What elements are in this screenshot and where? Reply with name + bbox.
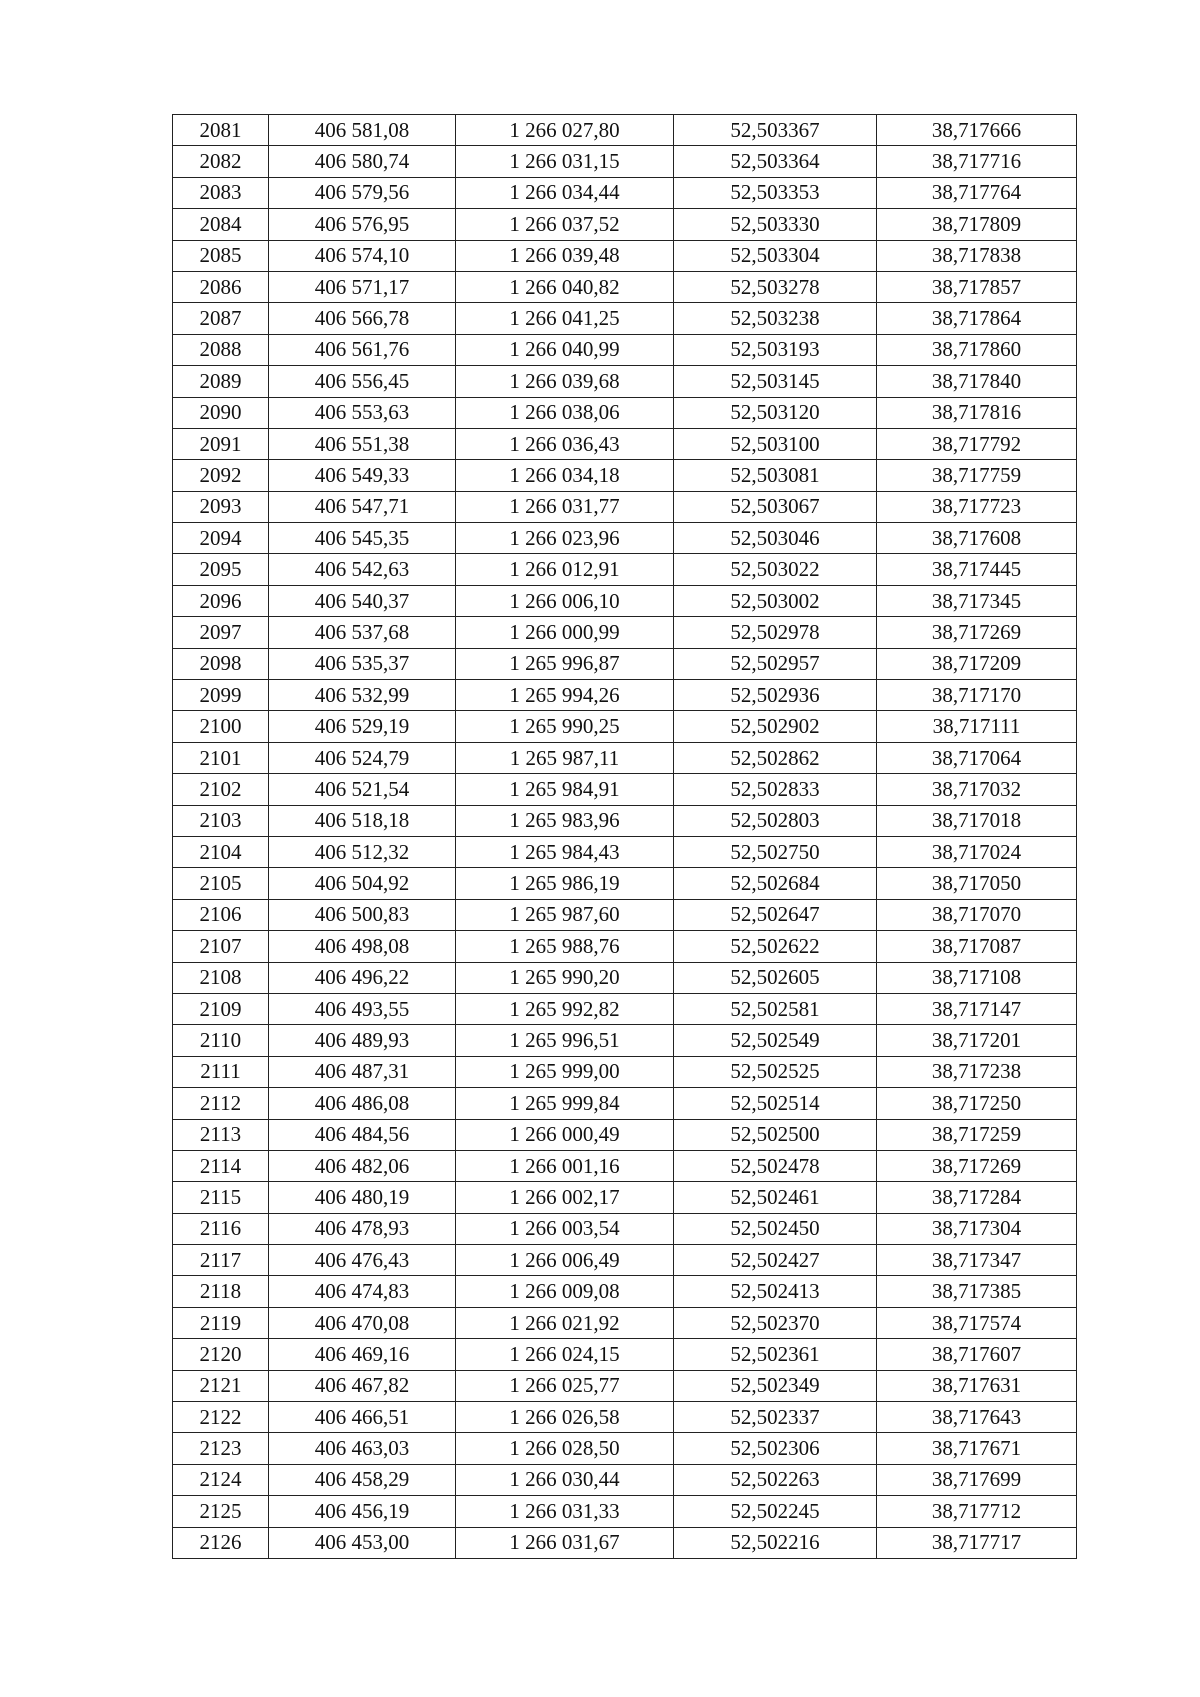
table-row	[173, 1213, 1077, 1244]
point-number-cell: 2091	[173, 428, 269, 459]
latitude-cell: 52,503330	[674, 209, 877, 240]
longitude-cell: 38,717108	[877, 962, 1077, 993]
y-coordinate-cell: 1 266 003,54	[456, 1213, 674, 1244]
y-coordinate-cell: 1 265 992,82	[456, 993, 674, 1024]
table-row	[173, 899, 1077, 930]
point-number-cell: 2113	[173, 1119, 269, 1150]
table-row	[173, 303, 1077, 334]
x-coordinate-cell: 406 542,63	[269, 554, 456, 585]
coordinates-table-body	[173, 115, 1077, 1559]
y-coordinate-cell: 1 266 025,77	[456, 1370, 674, 1401]
longitude-cell: 38,717608	[877, 523, 1077, 554]
x-coordinate-cell: 406 500,83	[269, 899, 456, 930]
latitude-cell: 52,502957	[674, 648, 877, 679]
table-row	[173, 554, 1077, 585]
point-number-cell: 2115	[173, 1182, 269, 1213]
y-coordinate-cell: 1 265 996,87	[456, 648, 674, 679]
y-coordinate-cell: 1 265 990,20	[456, 962, 674, 993]
table-row	[173, 428, 1077, 459]
point-number-cell: 2092	[173, 460, 269, 491]
latitude-cell: 52,503067	[674, 491, 877, 522]
longitude-cell: 38,717857	[877, 271, 1077, 302]
x-coordinate-cell: 406 474,83	[269, 1276, 456, 1307]
longitude-cell: 38,717111	[877, 711, 1077, 742]
y-coordinate-cell: 1 266 023,96	[456, 523, 674, 554]
y-coordinate-cell: 1 266 031,67	[456, 1527, 674, 1558]
x-coordinate-cell: 406 521,54	[269, 774, 456, 805]
latitude-cell: 52,502450	[674, 1213, 877, 1244]
table-row	[173, 271, 1077, 302]
table-row	[173, 1119, 1077, 1150]
x-coordinate-cell: 406 549,33	[269, 460, 456, 491]
y-coordinate-cell: 1 266 006,10	[456, 585, 674, 616]
x-coordinate-cell: 406 576,95	[269, 209, 456, 240]
longitude-cell: 38,717201	[877, 1025, 1077, 1056]
point-number-cell: 2086	[173, 271, 269, 302]
y-coordinate-cell: 1 265 984,43	[456, 836, 674, 867]
y-coordinate-cell: 1 266 027,80	[456, 115, 674, 146]
table-row	[173, 240, 1077, 271]
longitude-cell: 38,717385	[877, 1276, 1077, 1307]
longitude-cell: 38,717607	[877, 1339, 1077, 1370]
latitude-cell: 52,502427	[674, 1245, 877, 1276]
latitude-cell: 52,502750	[674, 836, 877, 867]
y-coordinate-cell: 1 265 999,84	[456, 1088, 674, 1119]
table-row	[173, 1056, 1077, 1087]
x-coordinate-cell: 406 566,78	[269, 303, 456, 334]
point-number-cell: 2117	[173, 1245, 269, 1276]
x-coordinate-cell: 406 551,38	[269, 428, 456, 459]
longitude-cell: 38,717087	[877, 931, 1077, 962]
y-coordinate-cell: 1 266 031,15	[456, 146, 674, 177]
y-coordinate-cell: 1 266 036,43	[456, 428, 674, 459]
longitude-cell: 38,717643	[877, 1402, 1077, 1433]
latitude-cell: 52,503046	[674, 523, 877, 554]
coordinates-table	[172, 114, 1077, 1559]
y-coordinate-cell: 1 266 039,68	[456, 366, 674, 397]
point-number-cell: 2097	[173, 617, 269, 648]
table-row	[173, 334, 1077, 365]
latitude-cell: 52,503193	[674, 334, 877, 365]
longitude-cell: 38,717445	[877, 554, 1077, 585]
y-coordinate-cell: 1 266 009,08	[456, 1276, 674, 1307]
point-number-cell: 2102	[173, 774, 269, 805]
point-number-cell: 2098	[173, 648, 269, 679]
latitude-cell: 52,503022	[674, 554, 877, 585]
latitude-cell: 52,502581	[674, 993, 877, 1024]
latitude-cell: 52,503367	[674, 115, 877, 146]
y-coordinate-cell: 1 266 026,58	[456, 1402, 674, 1433]
table-row	[173, 1370, 1077, 1401]
y-coordinate-cell: 1 265 994,26	[456, 680, 674, 711]
latitude-cell: 52,502514	[674, 1088, 877, 1119]
y-coordinate-cell: 1 266 024,15	[456, 1339, 674, 1370]
latitude-cell: 52,502337	[674, 1402, 877, 1433]
point-number-cell: 2101	[173, 742, 269, 773]
x-coordinate-cell: 406 547,71	[269, 491, 456, 522]
y-coordinate-cell: 1 266 002,17	[456, 1182, 674, 1213]
latitude-cell: 52,502803	[674, 805, 877, 836]
y-coordinate-cell: 1 266 000,49	[456, 1119, 674, 1150]
longitude-cell: 38,717070	[877, 899, 1077, 930]
latitude-cell: 52,502833	[674, 774, 877, 805]
point-number-cell: 2120	[173, 1339, 269, 1370]
x-coordinate-cell: 406 537,68	[269, 617, 456, 648]
x-coordinate-cell: 406 470,08	[269, 1307, 456, 1338]
x-coordinate-cell: 406 463,03	[269, 1433, 456, 1464]
table-row	[173, 711, 1077, 742]
x-coordinate-cell: 406 498,08	[269, 931, 456, 962]
x-coordinate-cell: 406 478,93	[269, 1213, 456, 1244]
y-coordinate-cell: 1 266 021,92	[456, 1307, 674, 1338]
latitude-cell: 52,502461	[674, 1182, 877, 1213]
point-number-cell: 2107	[173, 931, 269, 962]
longitude-cell: 38,717671	[877, 1433, 1077, 1464]
table-row	[173, 680, 1077, 711]
latitude-cell: 52,502605	[674, 962, 877, 993]
longitude-cell: 38,717759	[877, 460, 1077, 491]
longitude-cell: 38,717284	[877, 1182, 1077, 1213]
point-number-cell: 2124	[173, 1464, 269, 1495]
latitude-cell: 52,502361	[674, 1339, 877, 1370]
table-row	[173, 931, 1077, 962]
y-coordinate-cell: 1 266 012,91	[456, 554, 674, 585]
point-number-cell: 2126	[173, 1527, 269, 1558]
table-row	[173, 1464, 1077, 1495]
y-coordinate-cell: 1 266 000,99	[456, 617, 674, 648]
latitude-cell: 52,502370	[674, 1307, 877, 1338]
x-coordinate-cell: 406 518,18	[269, 805, 456, 836]
table-row	[173, 836, 1077, 867]
x-coordinate-cell: 406 545,35	[269, 523, 456, 554]
latitude-cell: 52,503304	[674, 240, 877, 271]
table-row	[173, 617, 1077, 648]
latitude-cell: 52,502525	[674, 1056, 877, 1087]
latitude-cell: 52,502413	[674, 1276, 877, 1307]
x-coordinate-cell: 406 489,93	[269, 1025, 456, 1056]
longitude-cell: 38,717840	[877, 366, 1077, 397]
x-coordinate-cell: 406 574,10	[269, 240, 456, 271]
y-coordinate-cell: 1 266 001,16	[456, 1150, 674, 1181]
table-row	[173, 648, 1077, 679]
table-row	[173, 1527, 1077, 1558]
longitude-cell: 38,717860	[877, 334, 1077, 365]
x-coordinate-cell: 406 476,43	[269, 1245, 456, 1276]
x-coordinate-cell: 406 484,56	[269, 1119, 456, 1150]
x-coordinate-cell: 406 535,37	[269, 648, 456, 679]
longitude-cell: 38,717345	[877, 585, 1077, 616]
y-coordinate-cell: 1 265 983,96	[456, 805, 674, 836]
table-row	[173, 962, 1077, 993]
x-coordinate-cell: 406 579,56	[269, 177, 456, 208]
longitude-cell: 38,717238	[877, 1056, 1077, 1087]
table-row	[173, 1150, 1077, 1181]
longitude-cell: 38,717347	[877, 1245, 1077, 1276]
x-coordinate-cell: 406 467,82	[269, 1370, 456, 1401]
y-coordinate-cell: 1 266 006,49	[456, 1245, 674, 1276]
point-number-cell: 2081	[173, 115, 269, 146]
point-number-cell: 2089	[173, 366, 269, 397]
longitude-cell: 38,717809	[877, 209, 1077, 240]
point-number-cell: 2108	[173, 962, 269, 993]
table-row	[173, 585, 1077, 616]
longitude-cell: 38,717064	[877, 742, 1077, 773]
y-coordinate-cell: 1 265 988,76	[456, 931, 674, 962]
point-number-cell: 2121	[173, 1370, 269, 1401]
y-coordinate-cell: 1 266 031,77	[456, 491, 674, 522]
longitude-cell: 38,717838	[877, 240, 1077, 271]
table-row	[173, 868, 1077, 899]
x-coordinate-cell: 406 512,32	[269, 836, 456, 867]
longitude-cell: 38,717024	[877, 836, 1077, 867]
x-coordinate-cell: 406 496,22	[269, 962, 456, 993]
latitude-cell: 52,503100	[674, 428, 877, 459]
latitude-cell: 52,503364	[674, 146, 877, 177]
point-number-cell: 2114	[173, 1150, 269, 1181]
table-row	[173, 177, 1077, 208]
point-number-cell: 2099	[173, 680, 269, 711]
point-number-cell: 2087	[173, 303, 269, 334]
latitude-cell: 52,502216	[674, 1527, 877, 1558]
latitude-cell: 52,503002	[674, 585, 877, 616]
table-row	[173, 1339, 1077, 1370]
y-coordinate-cell: 1 266 039,48	[456, 240, 674, 271]
longitude-cell: 38,717666	[877, 115, 1077, 146]
x-coordinate-cell: 406 486,08	[269, 1088, 456, 1119]
table-row	[173, 1088, 1077, 1119]
table-row	[173, 115, 1077, 146]
table-row	[173, 1182, 1077, 1213]
latitude-cell: 52,502549	[674, 1025, 877, 1056]
longitude-cell: 38,717864	[877, 303, 1077, 334]
longitude-cell: 38,717269	[877, 1150, 1077, 1181]
x-coordinate-cell: 406 504,92	[269, 868, 456, 899]
point-number-cell: 2090	[173, 397, 269, 428]
y-coordinate-cell: 1 266 041,25	[456, 303, 674, 334]
table-row	[173, 366, 1077, 397]
y-coordinate-cell: 1 265 987,60	[456, 899, 674, 930]
longitude-cell: 38,717259	[877, 1119, 1077, 1150]
y-coordinate-cell: 1 266 040,82	[456, 271, 674, 302]
y-coordinate-cell: 1 266 038,06	[456, 397, 674, 428]
x-coordinate-cell: 406 487,31	[269, 1056, 456, 1087]
x-coordinate-cell: 406 482,06	[269, 1150, 456, 1181]
point-number-cell: 2110	[173, 1025, 269, 1056]
longitude-cell: 38,717304	[877, 1213, 1077, 1244]
y-coordinate-cell: 1 266 030,44	[456, 1464, 674, 1495]
table-row	[173, 993, 1077, 1024]
y-coordinate-cell: 1 265 984,91	[456, 774, 674, 805]
point-number-cell: 2109	[173, 993, 269, 1024]
longitude-cell: 38,717032	[877, 774, 1077, 805]
longitude-cell: 38,717050	[877, 868, 1077, 899]
y-coordinate-cell: 1 265 990,25	[456, 711, 674, 742]
longitude-cell: 38,717712	[877, 1496, 1077, 1527]
point-number-cell: 2105	[173, 868, 269, 899]
point-number-cell: 2116	[173, 1213, 269, 1244]
y-coordinate-cell: 1 266 031,33	[456, 1496, 674, 1527]
x-coordinate-cell: 406 581,08	[269, 115, 456, 146]
point-number-cell: 2104	[173, 836, 269, 867]
y-coordinate-cell: 1 265 999,00	[456, 1056, 674, 1087]
table-row	[173, 742, 1077, 773]
longitude-cell: 38,717816	[877, 397, 1077, 428]
latitude-cell: 52,503081	[674, 460, 877, 491]
latitude-cell: 52,502500	[674, 1119, 877, 1150]
table-row	[173, 1307, 1077, 1338]
y-coordinate-cell: 1 266 037,52	[456, 209, 674, 240]
point-number-cell: 2118	[173, 1276, 269, 1307]
point-number-cell: 2122	[173, 1402, 269, 1433]
point-number-cell: 2112	[173, 1088, 269, 1119]
x-coordinate-cell: 406 529,19	[269, 711, 456, 742]
y-coordinate-cell: 1 265 986,19	[456, 868, 674, 899]
point-number-cell: 2083	[173, 177, 269, 208]
point-number-cell: 2085	[173, 240, 269, 271]
longitude-cell: 38,717764	[877, 177, 1077, 208]
point-number-cell: 2125	[173, 1496, 269, 1527]
longitude-cell: 38,717147	[877, 993, 1077, 1024]
point-number-cell: 2123	[173, 1433, 269, 1464]
longitude-cell: 38,717792	[877, 428, 1077, 459]
table-row	[173, 209, 1077, 240]
longitude-cell: 38,717018	[877, 805, 1077, 836]
table-row	[173, 1402, 1077, 1433]
table-row	[173, 1245, 1077, 1276]
x-coordinate-cell: 406 456,19	[269, 1496, 456, 1527]
latitude-cell: 52,502622	[674, 931, 877, 962]
x-coordinate-cell: 406 493,55	[269, 993, 456, 1024]
table-row	[173, 1433, 1077, 1464]
longitude-cell: 38,717170	[877, 680, 1077, 711]
x-coordinate-cell: 406 453,00	[269, 1527, 456, 1558]
point-number-cell: 2100	[173, 711, 269, 742]
point-number-cell: 2106	[173, 899, 269, 930]
latitude-cell: 52,502978	[674, 617, 877, 648]
table-row	[173, 774, 1077, 805]
x-coordinate-cell: 406 556,45	[269, 366, 456, 397]
table-row	[173, 491, 1077, 522]
table-row	[173, 805, 1077, 836]
point-number-cell: 2088	[173, 334, 269, 365]
x-coordinate-cell: 406 580,74	[269, 146, 456, 177]
x-coordinate-cell: 406 540,37	[269, 585, 456, 616]
longitude-cell: 38,717574	[877, 1307, 1077, 1338]
x-coordinate-cell: 406 480,19	[269, 1182, 456, 1213]
y-coordinate-cell: 1 266 034,18	[456, 460, 674, 491]
x-coordinate-cell: 406 561,76	[269, 334, 456, 365]
y-coordinate-cell: 1 266 028,50	[456, 1433, 674, 1464]
x-coordinate-cell: 406 466,51	[269, 1402, 456, 1433]
x-coordinate-cell: 406 458,29	[269, 1464, 456, 1495]
longitude-cell: 38,717209	[877, 648, 1077, 679]
latitude-cell: 52,502306	[674, 1433, 877, 1464]
latitude-cell: 52,502862	[674, 742, 877, 773]
point-number-cell: 2096	[173, 585, 269, 616]
longitude-cell: 38,717269	[877, 617, 1077, 648]
table-row	[173, 1276, 1077, 1307]
point-number-cell: 2111	[173, 1056, 269, 1087]
y-coordinate-cell: 1 266 034,44	[456, 177, 674, 208]
point-number-cell: 2082	[173, 146, 269, 177]
y-coordinate-cell: 1 266 040,99	[456, 334, 674, 365]
y-coordinate-cell: 1 265 996,51	[456, 1025, 674, 1056]
point-number-cell: 2095	[173, 554, 269, 585]
latitude-cell: 52,503353	[674, 177, 877, 208]
x-coordinate-cell: 406 469,16	[269, 1339, 456, 1370]
table-row	[173, 460, 1077, 491]
latitude-cell: 52,503278	[674, 271, 877, 302]
longitude-cell: 38,717699	[877, 1464, 1077, 1495]
point-number-cell: 2103	[173, 805, 269, 836]
latitude-cell: 52,502245	[674, 1496, 877, 1527]
latitude-cell: 52,502684	[674, 868, 877, 899]
y-coordinate-cell: 1 265 987,11	[456, 742, 674, 773]
x-coordinate-cell: 406 553,63	[269, 397, 456, 428]
latitude-cell: 52,503120	[674, 397, 877, 428]
x-coordinate-cell: 406 571,17	[269, 271, 456, 302]
longitude-cell: 38,717717	[877, 1527, 1077, 1558]
latitude-cell: 52,502647	[674, 899, 877, 930]
longitude-cell: 38,717631	[877, 1370, 1077, 1401]
latitude-cell: 52,503238	[674, 303, 877, 334]
latitude-cell: 52,502902	[674, 711, 877, 742]
latitude-cell: 52,503145	[674, 366, 877, 397]
point-number-cell: 2093	[173, 491, 269, 522]
table-row	[173, 523, 1077, 554]
longitude-cell: 38,717250	[877, 1088, 1077, 1119]
x-coordinate-cell: 406 532,99	[269, 680, 456, 711]
latitude-cell: 52,502349	[674, 1370, 877, 1401]
latitude-cell: 52,502936	[674, 680, 877, 711]
table-row	[173, 397, 1077, 428]
table-row	[173, 146, 1077, 177]
point-number-cell: 2094	[173, 523, 269, 554]
x-coordinate-cell: 406 524,79	[269, 742, 456, 773]
point-number-cell: 2084	[173, 209, 269, 240]
latitude-cell: 52,502478	[674, 1150, 877, 1181]
table-row	[173, 1025, 1077, 1056]
table-row	[173, 1496, 1077, 1527]
longitude-cell: 38,717716	[877, 146, 1077, 177]
longitude-cell: 38,717723	[877, 491, 1077, 522]
latitude-cell: 52,502263	[674, 1464, 877, 1495]
point-number-cell: 2119	[173, 1307, 269, 1338]
